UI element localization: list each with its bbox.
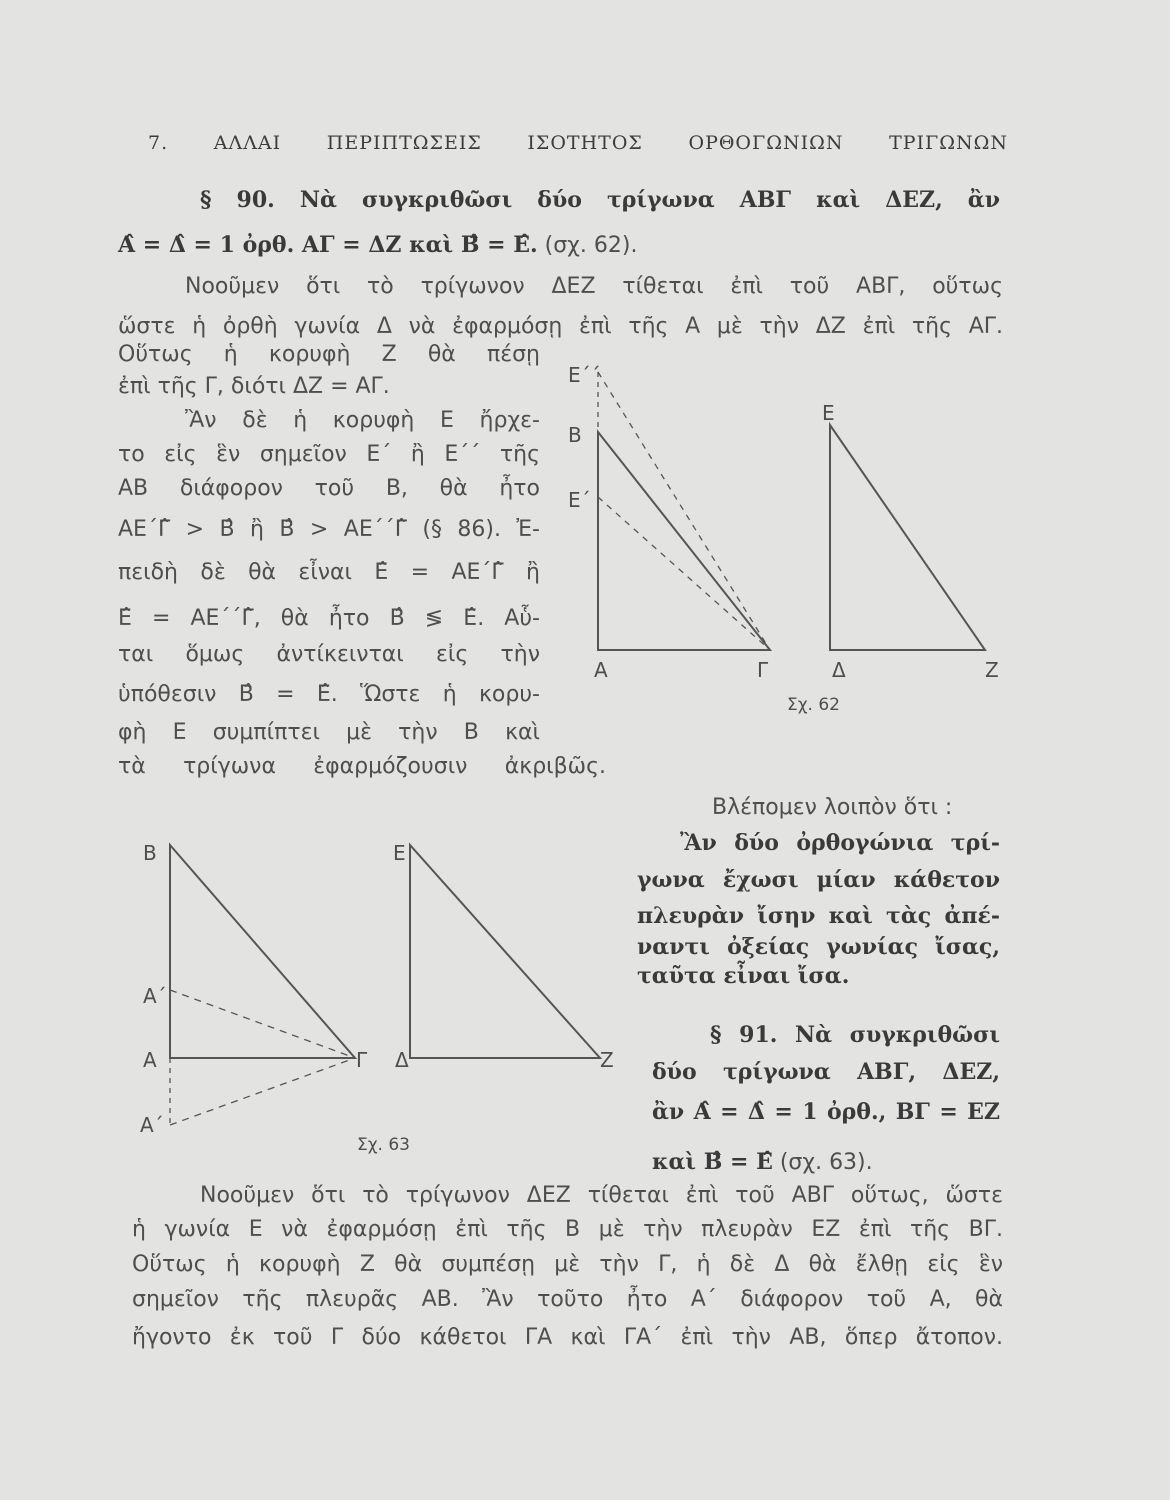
dashed-e2-g xyxy=(598,372,770,650)
label-a1: Α΄ xyxy=(143,984,167,1008)
text-line: ὥστε ἡ ὀρθὴ γωνία Δ νὰ ἐφαρμόσῃ ἐπὶ τῆς Α μὲ τὴν ΔΖ ἐπὶ τῆς ΑΓ. xyxy=(118,314,1003,339)
s91-line: δύο τρίγωνα ΑΒΓ, ΔΕΖ, xyxy=(652,1059,1000,1085)
text-line: τὰ τρίγωνα ἐφαρμόζουσιν ἀκριβῶς. xyxy=(118,754,606,779)
triangle-dez xyxy=(830,425,985,650)
text-line: φὴ Ε συμπίπτει μὲ τὴν Β καὶ xyxy=(118,720,540,745)
label-e: Ε xyxy=(822,401,835,425)
s90-ref: (σχ. 62). xyxy=(544,233,638,258)
label-e: Ε xyxy=(393,841,406,865)
label-a2: Α΄ xyxy=(140,1113,164,1137)
s91-heading: § 91. Νὰ συγκριθῶσι xyxy=(710,1022,1000,1048)
text-line: το εἰς ἓν σημεῖον Ε΄ ἢ Ε΄΄ τῆς xyxy=(118,442,540,467)
conclusion-intro: Βλέπομεν λοιπὸν ὅτι : xyxy=(712,795,953,820)
text-line: ται ὅμως ἀντίκεινται εἰς τὴν xyxy=(118,642,540,667)
triangle-abg xyxy=(170,845,355,1058)
label-e2: Ε΄΄ xyxy=(568,363,601,387)
label-g: Γ xyxy=(356,1048,368,1072)
text-line: Ε̂ = ΑΕ΄΄Γ̂, θὰ ἦτο Β̂ ≶ Ε̂. Αὗ- xyxy=(118,606,540,631)
label-b: Β xyxy=(143,841,157,865)
triangle-dez xyxy=(410,845,600,1058)
text-line: Νοοῦμεν ὅτι τὸ τρίγωνον ΔΕΖ τίθεται ἐπὶ τοῦ ΑΒΓ οὕτως, ὥστε xyxy=(200,1183,1003,1208)
text-line: ἤγοντο ἐκ τοῦ Γ δύο κάθετοι ΓΑ καὶ ΓΑ΄ ἐπὶ τὴν ΑΒ, ὅπερ ἄτοπον. xyxy=(132,1325,1003,1350)
text-line: ΑΕ΄Γ̂ > Β̂ ἢ Β̂ > ΑΕ΄΄Γ̂ (§ 86). Ἐ- xyxy=(118,517,540,542)
label-a: Α xyxy=(143,1048,157,1072)
text-line: Νοοῦμεν ὅτι τὸ τρίγωνον ΔΕΖ τίθεται ἐπὶ τοῦ ΑΒΓ, οὕτως xyxy=(185,274,1003,299)
text-line: ἡ γωνία Ε νὰ ἐφαρμόσῃ ἐπὶ τῆς Β μὲ τὴν πλευρὰν ΕΖ ἐπὶ τῆς ΒΓ. xyxy=(132,1217,1003,1242)
s90-condition-text: Α̂ = Δ̂ = 1 ὀρθ. ΑΓ = ΔΖ καὶ Β̂ = Ε̂. xyxy=(118,232,538,258)
label-z: Ζ xyxy=(600,1048,614,1072)
dashed-e1-g xyxy=(598,497,770,650)
figure-62-caption: Σχ. 62 xyxy=(787,695,841,715)
label-a: Α xyxy=(594,658,608,682)
section-title: 7. ΑΛΛΑΙ ΠΕΡΙΠΤΩΣΕΙΣ ΙΣΟΤΗΤΟΣ ΟΡΘΟΓΩΝΙΩΝ ΤΡΙΓΩΝΩΝ xyxy=(148,132,1008,154)
theorem-line: ναντι ὀξείας γωνίας ἴσας, xyxy=(637,934,1000,960)
text-line: πειδὴ δὲ θὰ εἶναι Ε̂ = ΑΕ΄Γ̂ ἢ xyxy=(118,560,540,585)
label-g: Γ xyxy=(757,658,769,682)
figure-62 xyxy=(598,372,985,650)
figure-63 xyxy=(170,845,600,1125)
text-line: Ἂν δὲ ἡ κορυφὴ Ε ἤρχε- xyxy=(185,408,540,433)
triangle-abg xyxy=(598,432,770,650)
s91-condition: καὶ Β̂ = Ε̂ xyxy=(652,1149,773,1175)
text-line: ΑΒ διάφορον τοῦ Β, θὰ ἦτο xyxy=(118,476,540,501)
label-b: Β xyxy=(568,423,582,447)
text-line: Οὕτως ἡ κορυφὴ Ζ θὰ πέσῃ xyxy=(118,342,540,367)
text-line: ἐπὶ τῆς Γ, διότι ΔΖ = ΑΓ. xyxy=(118,374,390,399)
dashed-a1-g xyxy=(170,990,355,1058)
s90-heading: § 90. Νὰ συγκριθῶσι δύο τρίγωνα ΑΒΓ καὶ ΔΕΖ, ἂν xyxy=(200,187,1000,213)
theorem-line: ταῦτα εἶναι ἴσα. xyxy=(637,963,850,989)
text-line: ὑπόθεσιν Β̂ = Ε̂. Ὥστε ἡ κορυ- xyxy=(118,682,540,707)
label-e1: Ε΄ xyxy=(568,488,591,512)
theorem-line: πλευρὰν ἴσην καὶ τὰς ἀπέ- xyxy=(637,903,1000,929)
figure-63-labels xyxy=(140,841,614,1155)
label-z: Ζ xyxy=(985,658,999,682)
figure-62-labels xyxy=(568,363,999,715)
text-line: Οὕτως ἡ κορυφὴ Ζ θὰ συμπέσῃ μὲ τὴν Γ, ἡ δὲ Δ θὰ ἔλθῃ εἰς ἓν xyxy=(132,1252,1003,1277)
label-d: Δ xyxy=(832,658,846,682)
text-line: σημεῖον τῆς πλευρᾶς ΑΒ. Ἂν τοῦτο ἦτο Α΄ διάφορον τοῦ Α, θὰ xyxy=(132,1287,1003,1312)
theorem-line: Ἂν δύο ὀρθογώνια τρί- xyxy=(680,830,1000,856)
s91-ref: (σχ. 63). xyxy=(779,1150,873,1175)
s91-line: ἂν Α̂ = Δ̂ = 1 ὀρθ., ΒΓ = ΕΖ xyxy=(652,1099,1000,1125)
theorem-line: γωνα ἔχωσι μίαν κάθετον xyxy=(637,867,1000,893)
dashed-a2-g xyxy=(170,1058,355,1125)
figure-63-caption: Σχ. 63 xyxy=(357,1135,411,1155)
label-d: Δ xyxy=(395,1048,409,1072)
